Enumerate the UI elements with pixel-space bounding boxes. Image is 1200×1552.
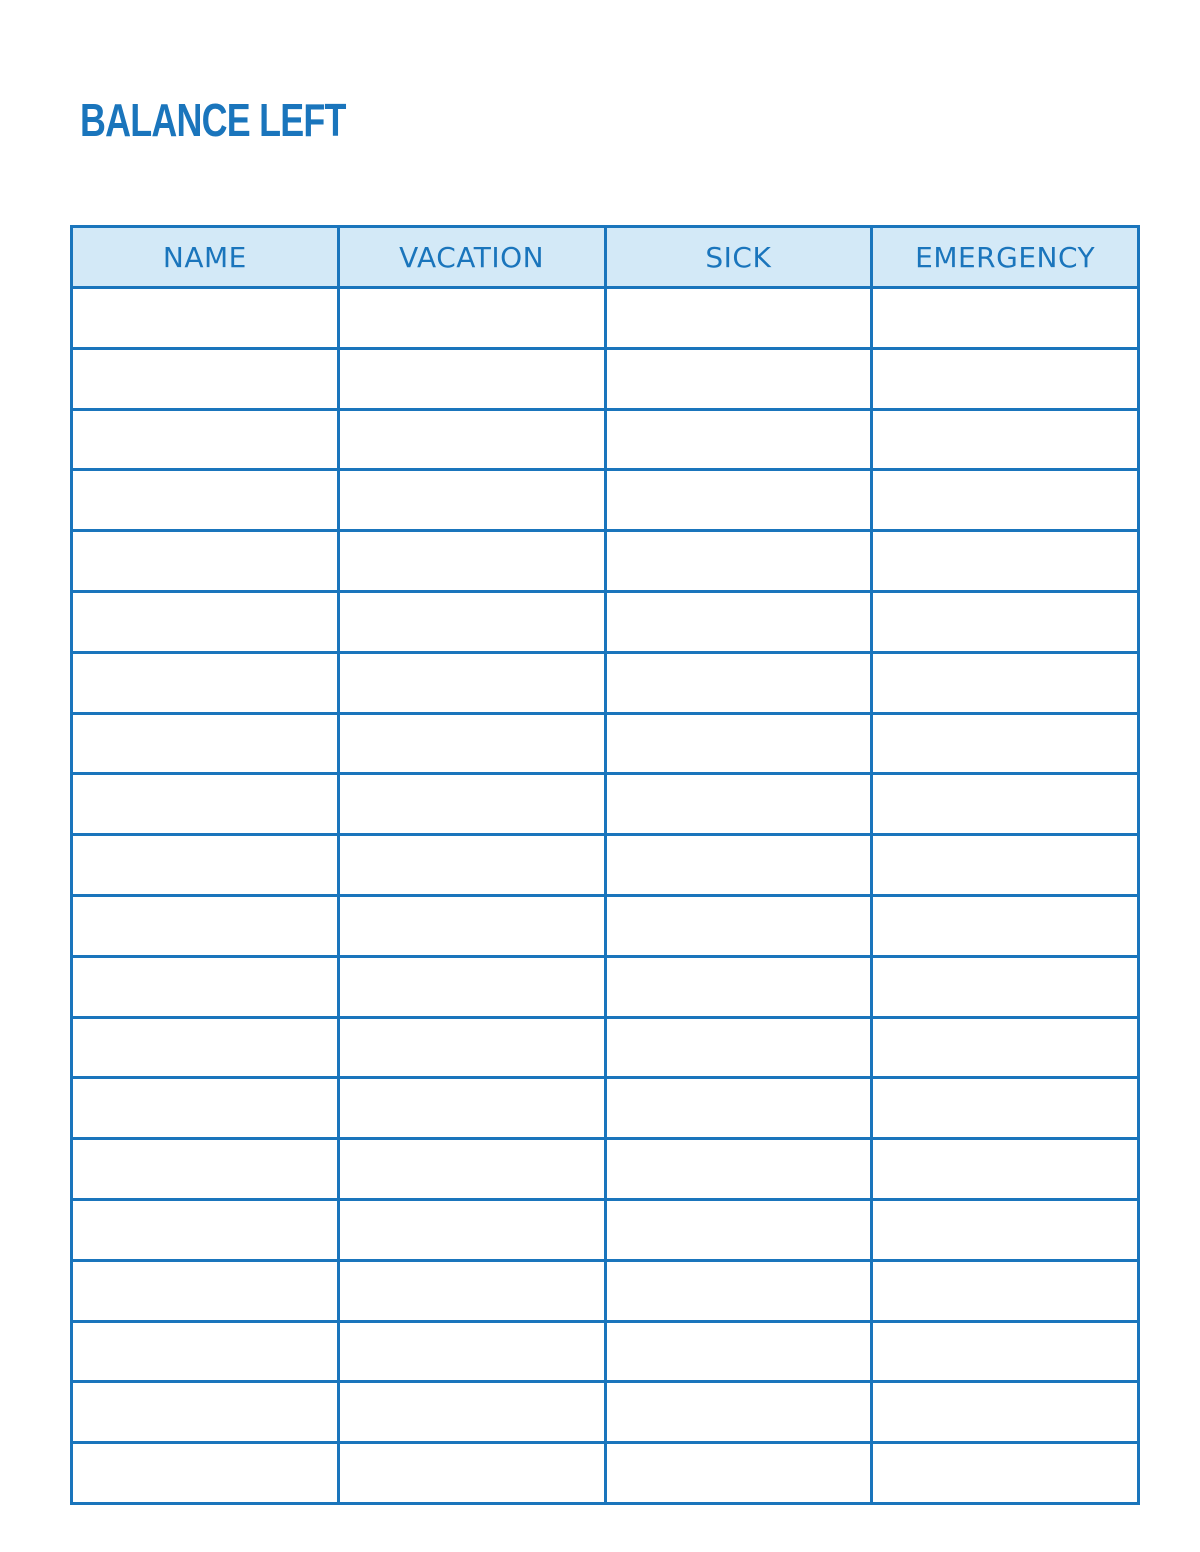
cell-sick[interactable] — [605, 774, 872, 835]
cell-vacation[interactable] — [338, 288, 605, 349]
cell-emergency[interactable] — [872, 895, 1139, 956]
table-row — [72, 835, 1139, 896]
header-row — [72, 227, 1139, 288]
cell-sick[interactable] — [605, 348, 872, 409]
table-row — [72, 1199, 1139, 1260]
table-row — [72, 1017, 1139, 1078]
cell-emergency[interactable] — [872, 591, 1139, 652]
cell-vacation[interactable] — [338, 1139, 605, 1200]
cell-name[interactable] — [72, 470, 339, 531]
cell-emergency[interactable] — [872, 1017, 1139, 1078]
table-row — [72, 956, 1139, 1017]
cell-vacation[interactable] — [338, 348, 605, 409]
cell-name[interactable] — [72, 895, 339, 956]
table-row — [72, 591, 1139, 652]
cell-name[interactable] — [72, 956, 339, 1017]
cell-emergency[interactable] — [872, 1139, 1139, 1200]
cell-vacation[interactable] — [338, 1017, 605, 1078]
cell-emergency[interactable] — [872, 774, 1139, 835]
cell-sick[interactable] — [605, 470, 872, 531]
cell-sick[interactable] — [605, 1017, 872, 1078]
table-row — [72, 531, 1139, 592]
cell-sick[interactable] — [605, 713, 872, 774]
cell-name[interactable] — [72, 1443, 339, 1504]
cell-vacation[interactable] — [338, 774, 605, 835]
column-header-vacation: VACATION — [338, 227, 605, 288]
cell-name[interactable] — [72, 774, 339, 835]
cell-name[interactable] — [72, 1260, 339, 1321]
table-row — [72, 409, 1139, 470]
cell-name[interactable] — [72, 713, 339, 774]
table-row — [72, 1321, 1139, 1382]
cell-emergency[interactable] — [872, 652, 1139, 713]
cell-sick[interactable] — [605, 288, 872, 349]
table-row — [72, 713, 1139, 774]
cell-emergency[interactable] — [872, 835, 1139, 896]
cell-sick[interactable] — [605, 835, 872, 896]
cell-sick[interactable] — [605, 1382, 872, 1443]
column-header-sick: SICK — [605, 227, 872, 288]
cell-name[interactable] — [72, 1139, 339, 1200]
cell-name[interactable] — [72, 1199, 339, 1260]
cell-vacation[interactable] — [338, 1260, 605, 1321]
table-row — [72, 895, 1139, 956]
cell-name[interactable] — [72, 409, 339, 470]
cell-name[interactable] — [72, 1017, 339, 1078]
cell-emergency[interactable] — [872, 348, 1139, 409]
cell-name[interactable] — [72, 1078, 339, 1139]
cell-name[interactable] — [72, 288, 339, 349]
table-row — [72, 288, 1139, 349]
cell-name[interactable] — [72, 652, 339, 713]
cell-vacation[interactable] — [338, 652, 605, 713]
cell-emergency[interactable] — [872, 288, 1139, 349]
cell-sick[interactable] — [605, 1078, 872, 1139]
cell-emergency[interactable] — [872, 1199, 1139, 1260]
table-row — [72, 1260, 1139, 1321]
table-row — [72, 774, 1139, 835]
cell-name[interactable] — [72, 531, 339, 592]
cell-vacation[interactable] — [338, 1321, 605, 1382]
cell-name[interactable] — [72, 348, 339, 409]
cell-emergency[interactable] — [872, 1078, 1139, 1139]
cell-emergency[interactable] — [872, 1321, 1139, 1382]
cell-sick[interactable] — [605, 531, 872, 592]
cell-vacation[interactable] — [338, 470, 605, 531]
cell-sick[interactable] — [605, 1199, 872, 1260]
cell-vacation[interactable] — [338, 713, 605, 774]
cell-emergency[interactable] — [872, 956, 1139, 1017]
cell-vacation[interactable] — [338, 1199, 605, 1260]
cell-name[interactable] — [72, 1321, 339, 1382]
cell-vacation[interactable] — [338, 591, 605, 652]
cell-emergency[interactable] — [872, 1382, 1139, 1443]
cell-sick[interactable] — [605, 895, 872, 956]
cell-sick[interactable] — [605, 591, 872, 652]
cell-vacation[interactable] — [338, 409, 605, 470]
cell-sick[interactable] — [605, 1321, 872, 1382]
table-row — [72, 1382, 1139, 1443]
cell-emergency[interactable] — [872, 531, 1139, 592]
cell-sick[interactable] — [605, 1139, 872, 1200]
table-row — [72, 1139, 1139, 1200]
cell-vacation[interactable] — [338, 1443, 605, 1504]
cell-sick[interactable] — [605, 956, 872, 1017]
table-row — [72, 1078, 1139, 1139]
cell-sick[interactable] — [605, 652, 872, 713]
cell-emergency[interactable] — [872, 470, 1139, 531]
table-body — [72, 288, 1139, 1504]
table-header — [72, 227, 1139, 288]
balance-table — [70, 225, 1140, 1505]
cell-emergency[interactable] — [872, 1443, 1139, 1504]
cell-emergency[interactable] — [872, 409, 1139, 470]
cell-name[interactable] — [72, 1382, 339, 1443]
cell-vacation[interactable] — [338, 1382, 605, 1443]
cell-sick[interactable] — [605, 1260, 872, 1321]
cell-sick[interactable] — [605, 409, 872, 470]
cell-emergency[interactable] — [872, 1260, 1139, 1321]
table-row — [72, 470, 1139, 531]
column-header-name: NAME — [72, 227, 339, 288]
cell-vacation[interactable] — [338, 1078, 605, 1139]
cell-vacation[interactable] — [338, 956, 605, 1017]
cell-sick[interactable] — [605, 1443, 872, 1504]
cell-name[interactable] — [72, 591, 339, 652]
cell-name[interactable] — [72, 835, 339, 896]
page-title: BALANCE LEFT — [80, 94, 346, 146]
table-row — [72, 348, 1139, 409]
cell-vacation[interactable] — [338, 531, 605, 592]
cell-emergency[interactable] — [872, 713, 1139, 774]
column-header-emergency: EMERGENCY — [872, 227, 1139, 288]
table-row — [72, 652, 1139, 713]
cell-vacation[interactable] — [338, 895, 605, 956]
table-row — [72, 1443, 1139, 1504]
cell-vacation[interactable] — [338, 835, 605, 896]
